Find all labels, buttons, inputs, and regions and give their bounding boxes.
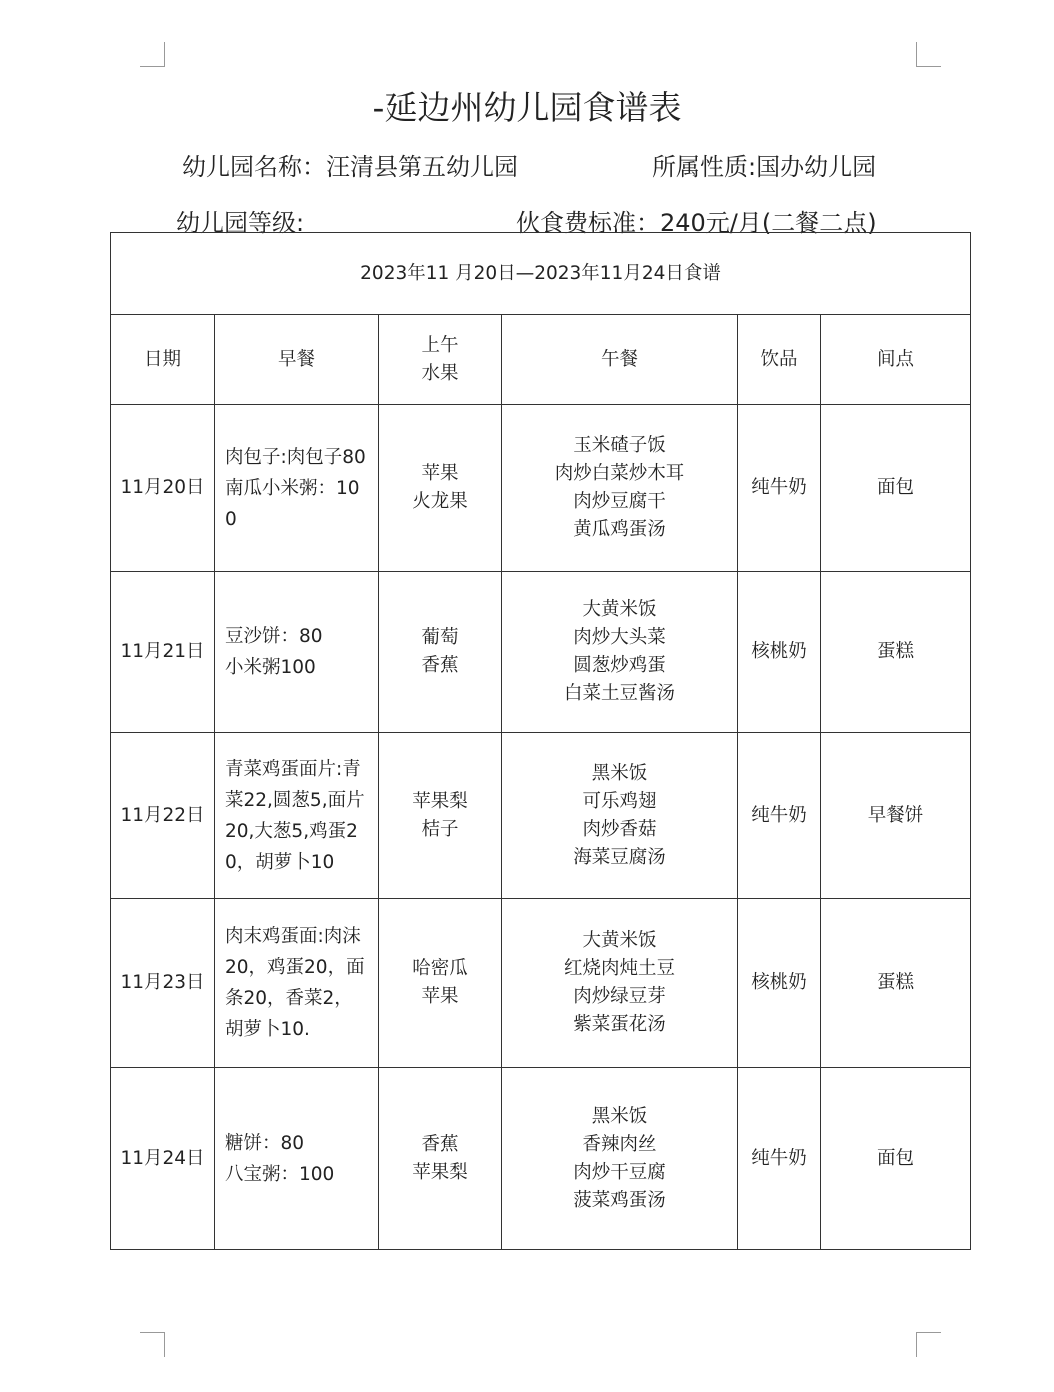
header-snack: 间点 xyxy=(821,315,971,405)
lunch-dish: 圆葱炒鸡蛋 xyxy=(573,655,666,676)
lunch-dish: 肉炒豆腐干 xyxy=(573,491,666,512)
fruit-item: 火龙果 xyxy=(412,491,468,512)
kindergarten-level: 幼儿园等级: xyxy=(176,209,305,237)
drink-cell: 核桃奶 xyxy=(738,899,821,1068)
lunch-cell xyxy=(502,572,738,733)
fruit-cell xyxy=(379,733,502,899)
fruit-cell xyxy=(379,899,502,1068)
lunch-cell xyxy=(502,899,738,1068)
table-row xyxy=(111,733,971,899)
lunch-dish: 紫菜蛋花汤 xyxy=(573,1014,666,1035)
table-row xyxy=(111,899,971,1068)
corner-mark-top-left xyxy=(140,42,165,67)
header-fruit-line2: 水果 xyxy=(421,362,459,384)
table-caption: 2023年11 月20日—2023年11月24日食谱 xyxy=(111,233,971,315)
kindergarten-name: 幼儿园名称：汪清县第五幼儿园 xyxy=(182,153,518,181)
date-cell: 11月21日 xyxy=(111,572,215,733)
table-row xyxy=(111,405,971,572)
lunch-dish: 黑米饭 xyxy=(591,762,648,784)
date-cell: 11月24日 xyxy=(111,1068,215,1250)
fruit-item: 苹果梨 xyxy=(412,790,468,812)
snack-cell: 面包 xyxy=(821,1068,971,1250)
fruit-cell xyxy=(379,572,502,733)
header-drink: 饮品 xyxy=(738,315,821,405)
header-fruit-line1: 上午 xyxy=(421,334,459,356)
drink-cell: 纯牛奶 xyxy=(738,733,821,899)
breakfast-line: 小米粥100 xyxy=(225,657,316,678)
date-cell: 11月20日 xyxy=(111,405,215,572)
breakfast-cell xyxy=(215,572,379,733)
header-date: 日期 xyxy=(111,315,215,405)
fruit-item: 苹果梨 xyxy=(412,1161,468,1183)
table-row xyxy=(111,572,971,733)
breakfast-line: 南瓜小米粥：100 xyxy=(225,477,360,530)
header-breakfast: 早餐 xyxy=(215,315,379,405)
lunch-dish: 菠菜鸡蛋汤 xyxy=(573,1189,666,1211)
corner-mark-bottom-left xyxy=(140,1332,165,1357)
breakfast-cell xyxy=(215,899,379,1068)
breakfast-line: 肉末鸡蛋面:肉沫20，鸡蛋20，面条20，香菜2，胡萝卜10. xyxy=(225,926,365,1040)
header-lunch: 午餐 xyxy=(502,315,738,405)
lunch-dish: 红烧肉炖土豆 xyxy=(563,958,675,979)
document-title: -延边州幼儿园食谱表 xyxy=(372,88,682,127)
snack-cell: 早餐饼 xyxy=(821,733,971,899)
fruit-item: 哈密瓜 xyxy=(412,958,468,979)
breakfast-cell xyxy=(215,1068,379,1250)
date-cell: 11月23日 xyxy=(111,899,215,1068)
breakfast-line: 八宝粥：100 xyxy=(225,1163,335,1185)
lunch-cell xyxy=(502,733,738,899)
lunch-dish: 肉炒香菇 xyxy=(582,818,657,840)
kindergarten-type: 所属性质:国办幼儿园 xyxy=(652,153,877,181)
lunch-dish: 白菜土豆酱汤 xyxy=(563,683,675,704)
fruit-cell xyxy=(379,1068,502,1250)
snack-cell: 面包 xyxy=(821,405,971,572)
corner-mark-bottom-right xyxy=(916,1332,941,1357)
lunch-dish: 香辣肉丝 xyxy=(582,1133,657,1155)
lunch-dish: 大黄米饭 xyxy=(582,599,657,620)
lunch-dish: 可乐鸡翅 xyxy=(582,790,657,812)
snack-cell: 蛋糕 xyxy=(821,572,971,733)
lunch-dish: 肉炒大头菜 xyxy=(573,627,666,648)
fruit-item: 葡萄 xyxy=(421,627,459,648)
lunch-dish: 黄瓜鸡蛋汤 xyxy=(573,519,666,540)
breakfast-line: 青菜鸡蛋面片:青菜22,圆葱5,面片20,大葱5,鸡蛋20，胡萝卜10 xyxy=(225,758,365,873)
lunch-dish: 肉炒干豆腐 xyxy=(573,1161,666,1183)
date-cell: 11月22日 xyxy=(111,733,215,899)
lunch-dish: 玉米碴子饭 xyxy=(573,435,666,456)
breakfast-cell xyxy=(215,405,379,572)
corner-mark-top-right xyxy=(916,42,941,67)
caption-row xyxy=(111,233,971,315)
lunch-dish: 海菜豆腐汤 xyxy=(573,846,666,868)
drink-cell: 纯牛奶 xyxy=(738,1068,821,1250)
breakfast-line: 糖饼：80 xyxy=(225,1132,305,1154)
breakfast-cell xyxy=(215,733,379,899)
fruit-cell xyxy=(379,405,502,572)
header-row xyxy=(111,315,971,405)
fruit-item: 香蕉 xyxy=(421,655,459,676)
table-row xyxy=(111,1068,971,1250)
fruit-item: 香蕉 xyxy=(421,1133,459,1155)
fruit-item: 苹果 xyxy=(421,463,459,484)
meal-fee-standard: 伙食费标准：240元/月(二餐二点) xyxy=(516,209,877,237)
breakfast-line: 肉包子:肉包子80 xyxy=(225,446,366,468)
menu-table xyxy=(110,232,971,1250)
fruit-item: 苹果 xyxy=(421,986,459,1007)
fruit-item: 桔子 xyxy=(421,818,459,840)
snack-cell: 蛋糕 xyxy=(821,899,971,1068)
lunch-cell xyxy=(502,405,738,572)
lunch-dish: 黑米饭 xyxy=(591,1105,648,1127)
drink-cell: 核桃奶 xyxy=(738,572,821,733)
header-fruit xyxy=(379,315,502,405)
lunch-dish: 大黄米饭 xyxy=(582,930,657,951)
lunch-cell xyxy=(502,1068,738,1250)
drink-cell: 纯牛奶 xyxy=(738,405,821,572)
lunch-dish: 肉炒绿豆芽 xyxy=(573,986,666,1007)
lunch-dish: 肉炒白菜炒木耳 xyxy=(554,463,685,484)
breakfast-line: 豆沙饼：80 xyxy=(225,626,323,647)
